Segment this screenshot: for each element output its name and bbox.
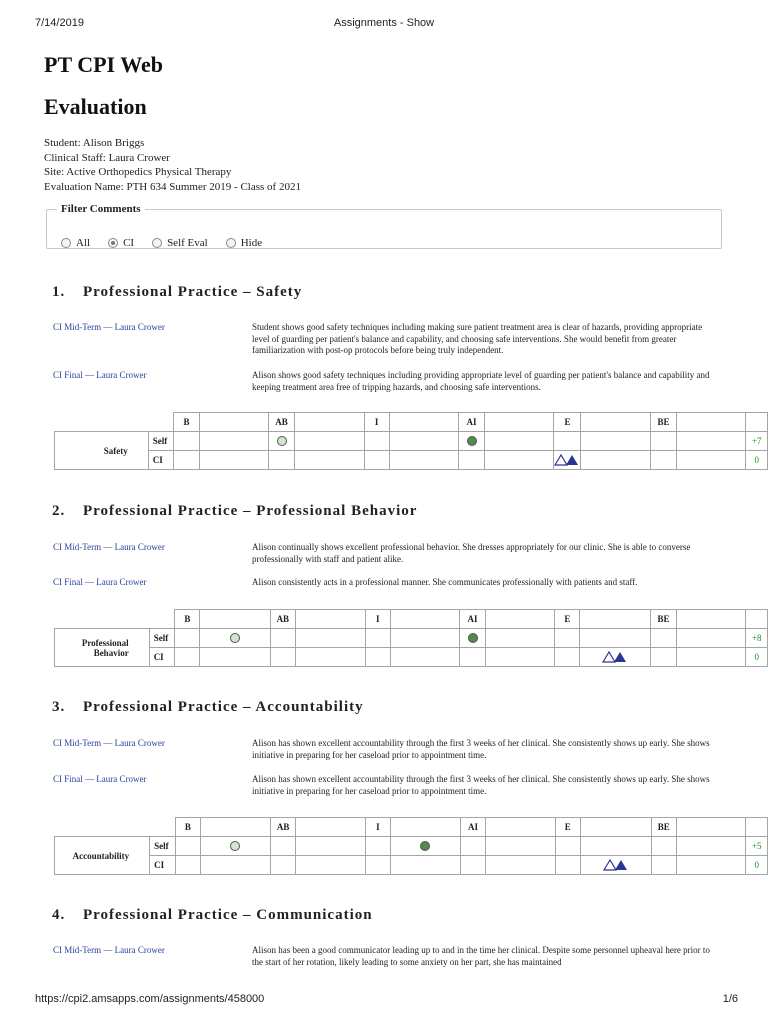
comment-text: Alison has shown excellent accountability through the first 3 weeks of her clinical. She consistently shows up early. She shows initiative in preparing for her caseload prior to appointment time. [252, 738, 710, 760]
filter-option-self-eval[interactable] [152, 237, 208, 249]
section-number: 3. [52, 699, 66, 715]
rating-scale-header [55, 818, 768, 837]
comment-text: Alison continually shows excellent professional behavior. She dresses appropriately for our clinic. She is able to converse professionally with staff and patient alike. [252, 542, 691, 564]
rating-cell [460, 856, 485, 875]
rating-cell [580, 648, 651, 667]
scale-cell [676, 413, 746, 432]
self-rating-row [55, 629, 768, 648]
rating-scale-header [55, 413, 768, 432]
print-date: 7/14/2019 [35, 17, 84, 29]
ci-final-rating-marker [615, 860, 627, 870]
filter-option-label: Hide [240, 237, 263, 249]
rating-cell [676, 432, 746, 451]
comment-author-link[interactable]: CI Mid-Term — Laura Crower [53, 542, 165, 552]
ci-midterm-rating-marker [603, 652, 615, 662]
filter-option-label: CI [123, 237, 135, 249]
competency-label: Safety [55, 432, 149, 470]
self-final-rating-marker [468, 633, 478, 643]
print-doc-title: Assignments - Show [333, 17, 435, 29]
rating-cell [460, 837, 485, 856]
section-number: 1. [52, 284, 66, 300]
section-heading-safety [52, 284, 302, 301]
scale-label: B [174, 413, 199, 432]
rating-cell [175, 856, 200, 875]
radio-icon[interactable] [61, 238, 71, 248]
rating-cell [460, 648, 485, 667]
rating-cell [174, 432, 199, 451]
radio-icon[interactable] [226, 238, 236, 248]
filter-radio-group [61, 237, 262, 249]
section-number: 4. [52, 907, 66, 923]
ci-row-label: CI [148, 451, 174, 470]
diff-cell [746, 818, 768, 837]
self-row-label: Self [149, 629, 175, 648]
scale-label: AB [270, 610, 295, 629]
comment-text: Alison consistently acts in a professional manner. She communicates professionally with patients and staff. [252, 577, 638, 587]
rating-cell [199, 451, 269, 470]
rating-cell [676, 451, 746, 470]
scale-cell [389, 413, 459, 432]
rating-cell [581, 451, 651, 470]
section-title: Professional Practice – Accountability [83, 699, 364, 715]
rating-cell [296, 648, 366, 667]
scale-cell [484, 413, 554, 432]
rating-cell [390, 629, 460, 648]
rating-cell [390, 837, 460, 856]
rating-cell [554, 432, 581, 451]
filter-option-label: Self Eval [167, 237, 208, 249]
section-number: 2. [52, 503, 66, 519]
comment-text: Student shows good safety techniques including making sure patient treatment area is clear of hazards, providing appropriate level of guarding per patient's balance and capability, and choosing safe interventions. She would benefit from greater familiarization with post-op protocols before being truly independent. [252, 322, 703, 355]
scale-cell [486, 818, 556, 837]
rating-cell [486, 837, 556, 856]
scale-label: AI [460, 818, 485, 837]
rating-grid [54, 412, 768, 470]
rating-cell [676, 629, 746, 648]
scale-cell [580, 818, 651, 837]
rating-cell [651, 648, 676, 667]
rating-cell [555, 629, 580, 648]
comment-author-link[interactable]: CI Mid-Term — Laura Crower [53, 945, 165, 955]
rating-cell [459, 432, 484, 451]
scale-cell [294, 413, 364, 432]
scale-cell [296, 610, 366, 629]
rating-cell [555, 837, 580, 856]
rating-cell [270, 629, 295, 648]
ci-midterm-rating-marker [555, 455, 567, 465]
scale-label: AB [269, 413, 294, 432]
self-midterm-rating-marker [230, 633, 240, 643]
filter-option-hide[interactable] [226, 237, 262, 249]
self-difference: +8 [746, 629, 768, 648]
site-name: Site: Active Orthopedics Physical Therapy [44, 166, 232, 178]
rating-cell [580, 629, 651, 648]
evaluation-meta [44, 136, 301, 194]
rating-scale-header [55, 610, 768, 629]
scale-cell [199, 413, 269, 432]
comment-row [53, 945, 718, 969]
rating-cell [364, 451, 389, 470]
rating-cell [651, 451, 676, 470]
rating-cell [269, 451, 294, 470]
student-name: Student: Alison Briggs [44, 137, 145, 149]
scale-cell [676, 610, 746, 629]
ci-difference: 0 [746, 451, 768, 470]
rating-cell [390, 648, 460, 667]
filter-option-all[interactable] [61, 237, 90, 249]
rating-cell [555, 856, 580, 875]
rating-cell [296, 629, 366, 648]
self-final-rating-marker [467, 436, 477, 446]
competency-label: Accountability [55, 837, 150, 875]
scale-label: BE [651, 818, 676, 837]
scale-label: AB [270, 818, 295, 837]
scale-label: B [175, 610, 200, 629]
ci-row-label: CI [149, 648, 175, 667]
rating-cell [389, 432, 459, 451]
scale-label: I [365, 818, 390, 837]
rating-cell [200, 648, 270, 667]
rating-cell [174, 451, 199, 470]
rating-cell [270, 856, 295, 875]
scale-label: BE [651, 610, 676, 629]
scale-cell [390, 610, 460, 629]
section-heading-communication [52, 907, 373, 924]
ci-midterm-rating-marker [604, 860, 616, 870]
rating-cell [270, 837, 295, 856]
rating-grid [54, 609, 768, 667]
scale-cell [296, 818, 366, 837]
comment-text: Alison shows good safety techniques including providing appropriate level of guarding per patient's balance and capability and keeping treatment area free of tripping hazards, and choosing safe interventions. [252, 370, 710, 392]
scale-label: AI [459, 413, 484, 432]
self-midterm-rating-marker [230, 841, 240, 851]
filter-option-ci[interactable] [108, 237, 134, 249]
section-title: Professional Practice – Communication [83, 907, 373, 923]
self-row-label: Self [148, 432, 174, 451]
ci-rating-row [55, 856, 768, 875]
comment-author-link[interactable]: CI Final — Laura Crower [53, 370, 147, 380]
ci-row-label: CI [150, 856, 176, 875]
scale-cell [485, 610, 555, 629]
rating-cell [389, 451, 459, 470]
ci-rating-triangle-icon [554, 454, 580, 466]
ci-final-rating-marker [566, 455, 578, 465]
rating-cell [554, 451, 581, 470]
scale-label: E [554, 413, 581, 432]
self-final-rating-marker [420, 841, 430, 851]
ci-rating-triangle-icon [603, 859, 629, 871]
page-title-line-2: Evaluation [44, 94, 147, 119]
section-title: Professional Practice – Professional Behavior [83, 503, 418, 519]
section-heading-accountability [52, 699, 364, 716]
rating-cell [365, 837, 390, 856]
comment-text: Alison has shown excellent accountability through the first 3 weeks of her clinical. She consistently shows up early. She shows initiative in preparing for her caseload prior to appointment time. [252, 774, 710, 796]
rating-cell [484, 451, 554, 470]
filter-comments [46, 203, 722, 249]
filter-option-label: All [76, 237, 91, 249]
rating-cell [175, 648, 200, 667]
page-title-line-1: PT CPI Web [44, 52, 163, 77]
competency-label: Professional Behavior [55, 629, 150, 667]
comment-author-link[interactable]: CI Final — Laura Crower [53, 577, 147, 587]
self-row-label: Self [150, 837, 176, 856]
rating-cell [269, 432, 294, 451]
scale-cell [580, 610, 651, 629]
rating-cell [296, 837, 366, 856]
diff-cell [746, 610, 768, 629]
rating-cell [365, 629, 390, 648]
print-footer [0, 993, 768, 1009]
scale-cell [200, 610, 270, 629]
rating-cell [390, 856, 460, 875]
evaluation-name: Evaluation Name: PTH 634 Summer 2019 - Class of 2021 [44, 180, 301, 193]
ci-difference: 0 [746, 648, 768, 667]
rating-cell [485, 629, 555, 648]
section-heading-professional-behavior [52, 503, 417, 520]
rating-cell [580, 856, 651, 875]
radio-selected-icon[interactable] [108, 238, 118, 248]
clinical-staff: Clinical Staff: Laura Crower [44, 151, 170, 164]
self-midterm-rating-marker [277, 436, 287, 446]
rating-cell [651, 837, 676, 856]
comment-text: Alison has been a good communicator leading up to and in the time her clinical. Despite some personnel upheaval here prior to the start of her rotation, likely leading to some anxiety on her part, she has maintained [252, 945, 710, 967]
rating-cell [651, 432, 676, 451]
rating-cell [676, 648, 746, 667]
rating-cell [555, 648, 580, 667]
diff-cell [746, 413, 768, 432]
rating-grid [54, 817, 768, 875]
scale-label: E [555, 610, 580, 629]
print-page-number: 1/6 [722, 993, 738, 1005]
radio-icon[interactable] [152, 238, 162, 248]
print-header [0, 17, 768, 33]
comment-author-link[interactable]: CI Mid-Term — Laura Crower [53, 322, 165, 332]
scale-label: AI [460, 610, 485, 629]
rating-cell [459, 451, 484, 470]
scale-label: I [365, 610, 390, 629]
self-difference: +5 [746, 837, 768, 856]
rating-cell [486, 856, 556, 875]
scale-cell [581, 413, 651, 432]
rating-cell [581, 432, 651, 451]
rating-cell [651, 629, 676, 648]
rating-cell [199, 432, 269, 451]
ci-difference: 0 [746, 856, 768, 875]
scale-label: E [555, 818, 580, 837]
print-url: https://cpi2.amsapps.com/assignments/458000 [35, 993, 265, 1005]
filter-legend: Filter Comments [61, 203, 141, 215]
rating-cell [365, 648, 390, 667]
self-rating-row [55, 432, 768, 451]
rating-cell [460, 629, 485, 648]
rating-cell [270, 648, 295, 667]
rating-cell [175, 629, 200, 648]
comment-author-link[interactable]: CI Final — Laura Crower [53, 774, 147, 784]
rating-cell [294, 451, 364, 470]
rating-cell [296, 856, 366, 875]
rating-cell [200, 837, 270, 856]
ci-final-rating-marker [614, 652, 626, 662]
scale-label: BE [651, 413, 676, 432]
scale-label: B [175, 818, 200, 837]
rating-cell [651, 856, 676, 875]
ci-rating-row [55, 451, 768, 470]
self-difference: +7 [746, 432, 768, 451]
rating-cell [484, 432, 554, 451]
self-rating-row [55, 837, 768, 856]
rating-cell [294, 432, 364, 451]
rating-cell [200, 856, 270, 875]
rating-cell [200, 629, 270, 648]
rating-cell [364, 432, 389, 451]
ci-rating-triangle-icon [602, 651, 628, 663]
ci-rating-row [55, 648, 768, 667]
comment-author-link[interactable]: CI Mid-Term — Laura Crower [53, 738, 165, 748]
rating-cell [485, 648, 555, 667]
scale-label: I [364, 413, 389, 432]
rating-cell [580, 837, 651, 856]
scale-cell [200, 818, 270, 837]
scale-cell [676, 818, 746, 837]
rating-cell [676, 837, 746, 856]
rating-cell [365, 856, 390, 875]
scale-cell [390, 818, 460, 837]
section-title: Professional Practice – Safety [83, 284, 303, 300]
rating-cell [175, 837, 200, 856]
rating-cell [676, 856, 746, 875]
